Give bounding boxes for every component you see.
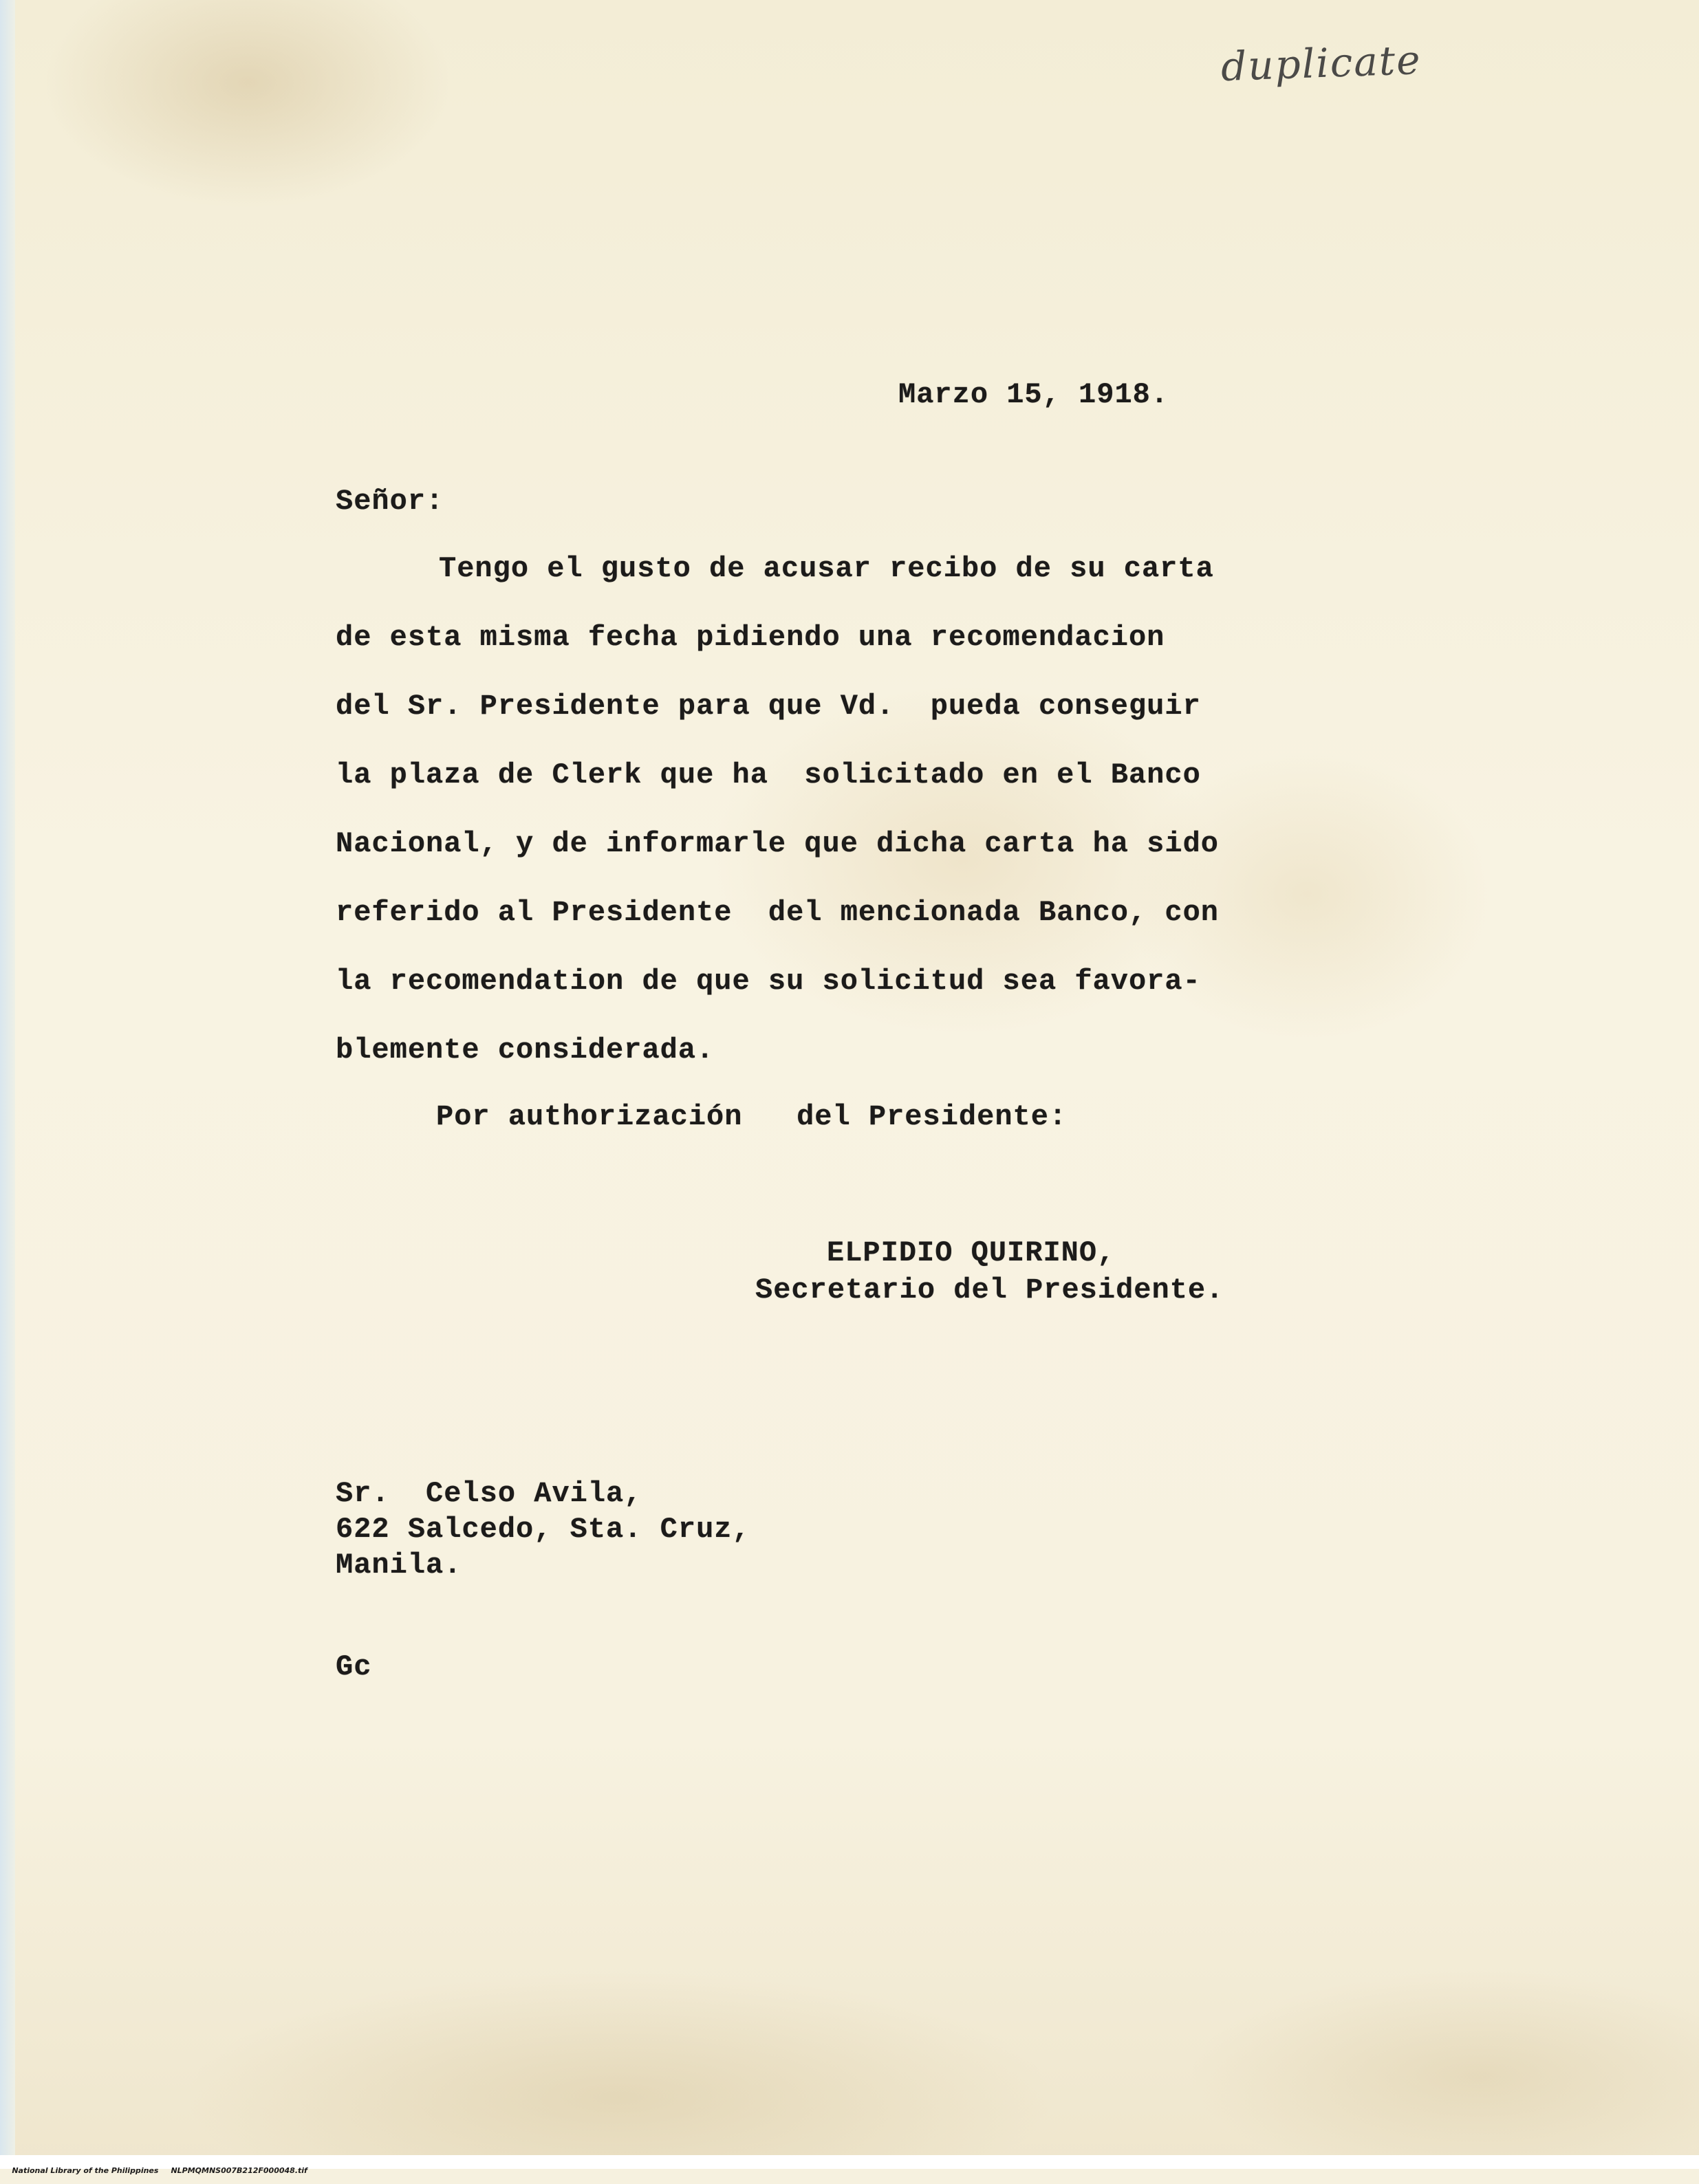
handwritten-annotation: duplicate [1220,36,1422,91]
body-line: de esta misma fecha pidiendo una recomendacion [336,621,1165,654]
signatory-title: Secretario del Presidente. [755,1274,1224,1307]
letter-date: Marzo 15, 1918. [898,378,1169,411]
body-line: Tengo el gusto de acusar recibo de su carta [439,552,1214,585]
body-line: Nacional, y de informarle que dicha carta ha sido [336,827,1220,860]
body-line: blemente considerada. [336,1034,715,1067]
typist-initials: Gc [336,1650,372,1683]
salutation: Señor: [336,485,444,518]
recipient-street: 622 Salcedo, Sta. Cruz, [336,1513,750,1546]
body-line: la plaza de Clerk que ha solicitado en el Banco [336,758,1201,791]
signatory-name: ELPIDIO QUIRINO, [827,1236,1116,1269]
body-line: referido al Presidente del mencionada Banco, con [336,896,1220,929]
body-line: del Sr. Presidente para que Vd. pueda conseguir [336,690,1201,723]
archive-file-id: NLPMQMNS007B212F000048.tif [171,2166,307,2175]
recipient-name: Sr. Celso Avila, [336,1477,642,1510]
recipient-city: Manila. [336,1549,462,1582]
archive-caption [1,2157,320,2184]
archive-institution: National Library of the Philippines [12,2166,159,2175]
closing-line: Por authorización del Presidente: [436,1100,1068,1133]
scan-left-edge [0,0,15,2169]
body-line: la recomendation de que su solicitud sea favora- [336,965,1201,998]
